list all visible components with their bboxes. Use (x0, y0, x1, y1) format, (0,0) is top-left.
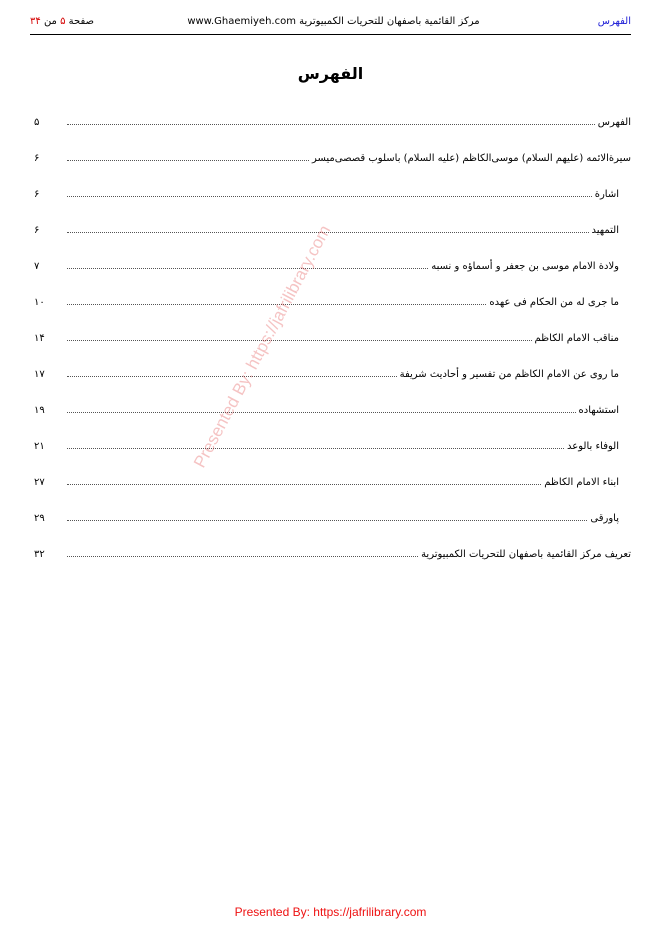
toc-entry-title[interactable]: مناقب الامام الکاظم (534, 332, 619, 344)
toc-leader-dots (67, 556, 418, 557)
toc-entry-title[interactable]: سیرةالائمه (علیهم السلام) موسی‌الکاظم (علیه السلام) باسلوب قصصی‌میسر (311, 152, 631, 164)
toc-entry-title[interactable]: الفهرس (597, 116, 631, 128)
toc-entry-title[interactable]: ابناء الامام الکاظم (544, 476, 619, 488)
page-total: ۳۴ (30, 16, 41, 27)
toc-leader-dots (67, 268, 428, 269)
toc-page-number: ۱۴ (34, 332, 45, 344)
toc-entry-title[interactable]: التمهید (591, 224, 619, 236)
toc-entry[interactable] (30, 176, 631, 212)
toc-entry[interactable] (30, 392, 631, 428)
header-section-label: الفهرس (597, 16, 631, 27)
toc-leader-dots (67, 520, 587, 521)
page-label: صفحة (68, 16, 95, 27)
toc-page-number: ۲۹ (34, 512, 45, 524)
toc-page-number: ۶ (34, 188, 40, 200)
toc-entry-title[interactable]: تعریف مرکز القائمیة باصفهان للتحریات الکمبیوتریة (421, 548, 631, 560)
toc-page-number: ۶ (34, 224, 40, 236)
page-header (30, 12, 631, 35)
page-title: الفهرس (297, 64, 364, 83)
header-center-title: مرکز القائمیة باصفهان للتحریات الکمبیوتریة (299, 16, 480, 27)
toc-leader-dots (67, 340, 532, 341)
toc-entry-title[interactable]: ما روی عن الامام الکاظم من تفسیر و أحادیث شریفة (399, 368, 619, 380)
toc-leader-dots (67, 196, 592, 197)
toc-entry[interactable] (30, 500, 631, 536)
toc-leader-dots (67, 412, 576, 413)
toc-entry-title[interactable]: اشارة (594, 188, 619, 200)
toc-page-number: ۲۷ (34, 476, 45, 488)
toc-entry-title[interactable]: استشهاده (578, 404, 619, 416)
toc-entry[interactable] (30, 248, 631, 284)
page-of-label: من (43, 16, 57, 27)
page-current: ۵ (60, 16, 66, 27)
toc-entry-title[interactable]: الوفاء بالوعد (567, 440, 619, 452)
toc-leader-dots (67, 484, 541, 485)
toc-entry[interactable] (30, 464, 631, 500)
toc-entry[interactable] (30, 356, 631, 392)
toc-entry[interactable] (30, 104, 631, 140)
toc-leader-dots (67, 376, 397, 377)
header-page-indicator (30, 16, 94, 27)
toc-entry[interactable] (30, 284, 631, 320)
toc-entry-title[interactable]: ولادة الامام موسی بن جعفر و أسماؤه و نسبه (431, 260, 619, 272)
toc-entry-title[interactable]: ما جری له من الحکام فی عهده (489, 296, 619, 308)
toc-entry[interactable] (30, 140, 631, 176)
header-website-link[interactable]: www.Ghaemiyeh.com (187, 16, 296, 27)
toc-leader-dots (67, 448, 564, 449)
toc-entry[interactable] (30, 536, 631, 572)
toc-leader-dots (67, 160, 309, 161)
page-footer: Presented By: https://jafrilibrary.com (234, 905, 427, 919)
toc-entry-title[interactable]: پاورقی (590, 512, 619, 524)
toc-page-number: ۳۲ (34, 548, 45, 560)
toc-page-number: ۱۹ (34, 404, 45, 416)
watermark: Presented By: https://jafrilibrary.com (190, 222, 335, 471)
header-center (30, 16, 631, 27)
toc-leader-dots (67, 124, 595, 125)
toc-page-number: ۶ (34, 152, 40, 164)
table-of-contents (30, 104, 631, 572)
toc-page-number: ۲۱ (34, 440, 45, 452)
toc-page-number: ۵ (34, 116, 40, 128)
toc-entry[interactable] (30, 320, 631, 356)
toc-page-number: ۷ (34, 260, 40, 272)
toc-page-number: ۱۷ (34, 368, 45, 380)
toc-entry[interactable] (30, 428, 631, 464)
toc-page-number: ۱۰ (34, 296, 45, 308)
